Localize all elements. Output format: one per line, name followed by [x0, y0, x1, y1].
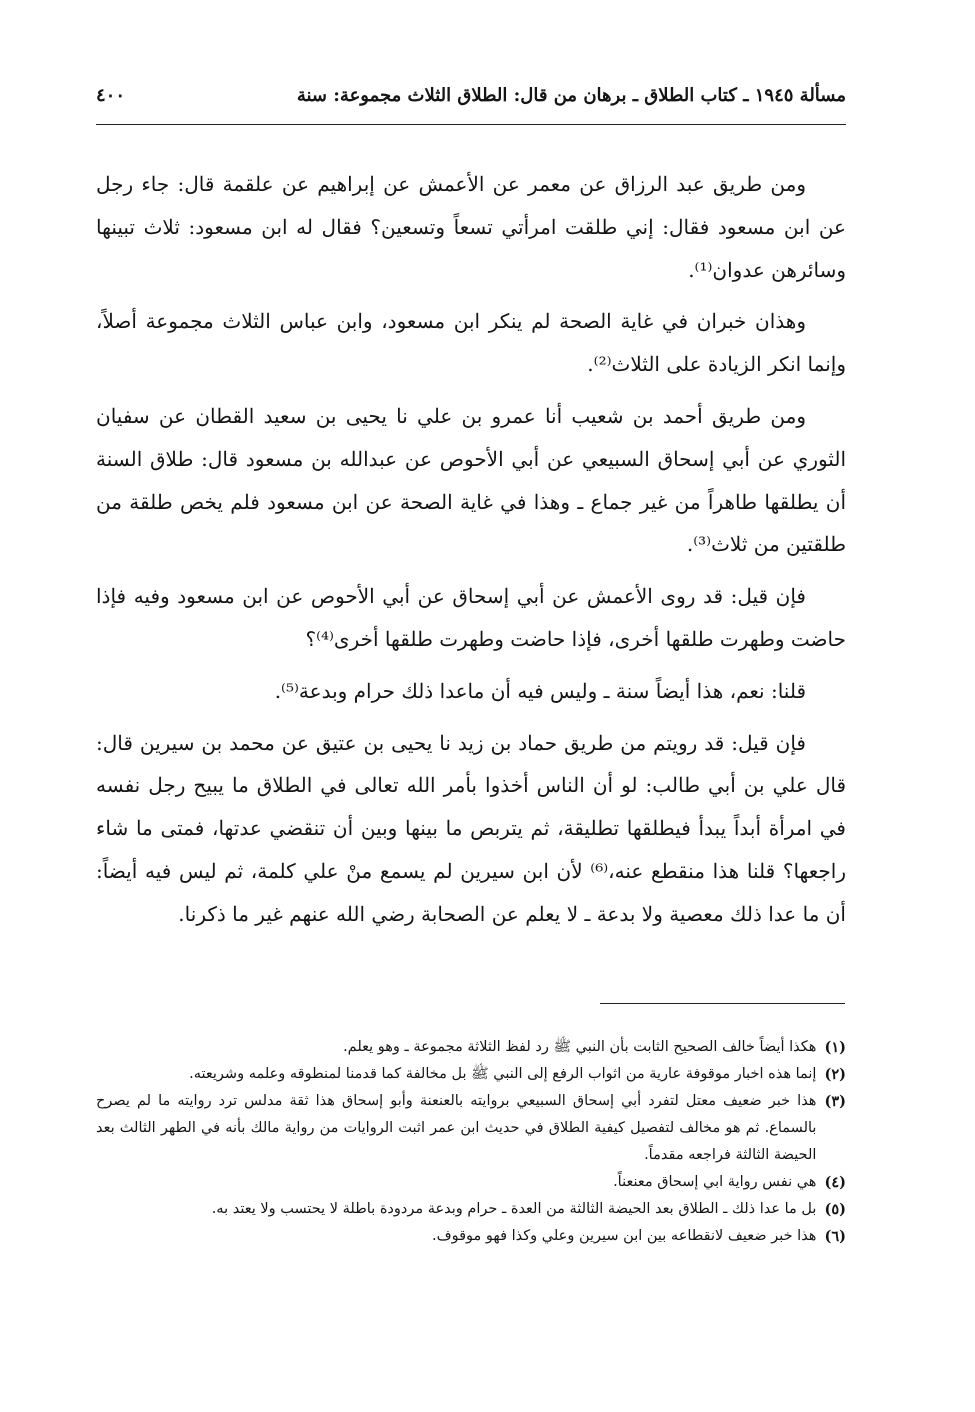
paragraph-6: فإن قيل: قد رويتم من طريق حماد بن زيد نا يحيى بن عتيق عن محمد بن سيرين قال: قال علي بن أبي طالب: لو أن الناس أخذوا بأمر الله تعالى في الطلاق ما يبيح رجل نفسه في امرأة أبداً يبدأ فيطلقها تطليقة، ثم يتربص ما بينها وبين أن تنقضي عدتها، فمتى ما شاء راجعها؟ قلنا هذا منقطع عنه،⁽⁶⁾ لأن ابن سيرين لم يسمع منْ علي كلمة، ثم ليس فيه أيضاً: أن ما عدا ذلك معصية ولا بدعة ـ لا يعلم عن الصحابة رضي الله عنهم غير ما ذكرنا. [96, 730, 846, 926]
header-rule [96, 124, 846, 125]
footnotes [96, 1034, 846, 1250]
footnote-item [96, 1196, 846, 1223]
footnote-text: هكذا أيضاً خالف الصحيح الثابت بأن النبي ﷺ رد لفظ الثلاثة مجموعة ـ وهو يعلم. [343, 1039, 817, 1055]
footnote-item [96, 1061, 846, 1088]
page-number: ٤٠٠ [96, 85, 126, 106]
footnote-number: (٢) [824, 1066, 846, 1083]
running-header [96, 84, 846, 108]
footnote-number: (٣) [824, 1093, 846, 1110]
main-text [96, 163, 846, 945]
footnote-text: هذا خبر ضعيف لانقطاعه بين ابن سيرين وعلي وكذا فهو موقوف. [432, 1228, 817, 1244]
paragraph-5: قلنا: نعم، هذا أيضاً سنة ـ وليس فيه أن ماعدا ذلك حرام وبدعة⁽⁵⁾. [274, 678, 806, 703]
running-title: مسألة ١٩٤٥ ـ كتاب الطلاق ـ برهان من قال: الطلاق الثلاث مجموعة: سنة [296, 85, 846, 106]
footnote-item [96, 1169, 846, 1196]
footnote-item [96, 1223, 846, 1250]
footnote-text: هي نفس رواية ابي إسحاق معنعناً. [613, 1174, 817, 1190]
footnote-item [96, 1088, 846, 1169]
footnote-number: (٤) [824, 1174, 846, 1191]
paragraph-1: ومن طريق عبد الرزاق عن معمر عن الأعمش عن إبراهيم عن علقمة قال: جاء رجل عن ابن مسعود فقال: إني طلقت امرأتي تسعاً وتسعين؟ فقال له ابن مسعود: ثلاث تبينها وسائرهن عدوان⁽¹⁾. [96, 172, 846, 282]
footnote-text: هذا خبر ضعيف معتل لتفرد أبي إسحاق السبيعي بروايته بالعنعنة وأبو إسحاق هذا ثقة مدلس ترد روايته ما لم يصرح بالسماع. ثم هو مخالف لتفصيل كيفية الطلاق في حديث ابن عمر اثبت الروايات من رواية مالك بأنه في الطهر الثالث بعد الحيضة الثالثة فراجعه مقدماً. [96, 1093, 817, 1163]
paragraph-2: وهذان خبران في غاية الصحة لم ينكر ابن مسعود، وابن عباس الثلاث مجموعة أصلاً، وإنما انكر الزيادة على الثلاث⁽²⁾. [96, 309, 846, 377]
footnote-item [96, 1034, 846, 1061]
footnote-text: إنما هذه اخبار موقوفة عارية من اثواب الرفع إلى النبي ﷺ بل مخالفة كما قدمنا لمنطوقه وعلمه وشريعته. [189, 1066, 817, 1082]
footnote-separator [600, 1003, 845, 1004]
paragraph-4: فإن قيل: قد روى الأعمش عن أبي إسحاق عن أبي الأحوص عن ابن مسعود وفيه فإذا حاضت وطهرت طلقها أخرى، فإذا حاضت وطهرت طلقها أخرى⁽⁴⁾؟ [96, 584, 846, 651]
footnote-number: (٥) [824, 1201, 846, 1218]
footnote-number: (٦) [824, 1228, 846, 1245]
footnote-number: (١) [824, 1039, 846, 1056]
footnote-text: بل ما عدا ذلك ـ الطلاق بعد الحيضة الثالثة من العدة ـ حرام وبدعة مردودة باطلة لا يحتسب ولا يعتد به. [211, 1201, 817, 1217]
paragraph-3: ومن طريق أحمد بن شعيب أنا عمرو بن علي نا يحيى بن سعيد القطان عن سفيان الثوري عن أبي إسحاق السبيعي عن أبي الأحوص عن عبدالله بن مسعود قال: طلاق السنة أن يطلقها طاهراً من غير جماع ـ وهذا في غاية الصحة عن ابن مسعود فلم يخص طلقة من طلقتين من ثلاث⁽³⁾. [96, 403, 846, 557]
